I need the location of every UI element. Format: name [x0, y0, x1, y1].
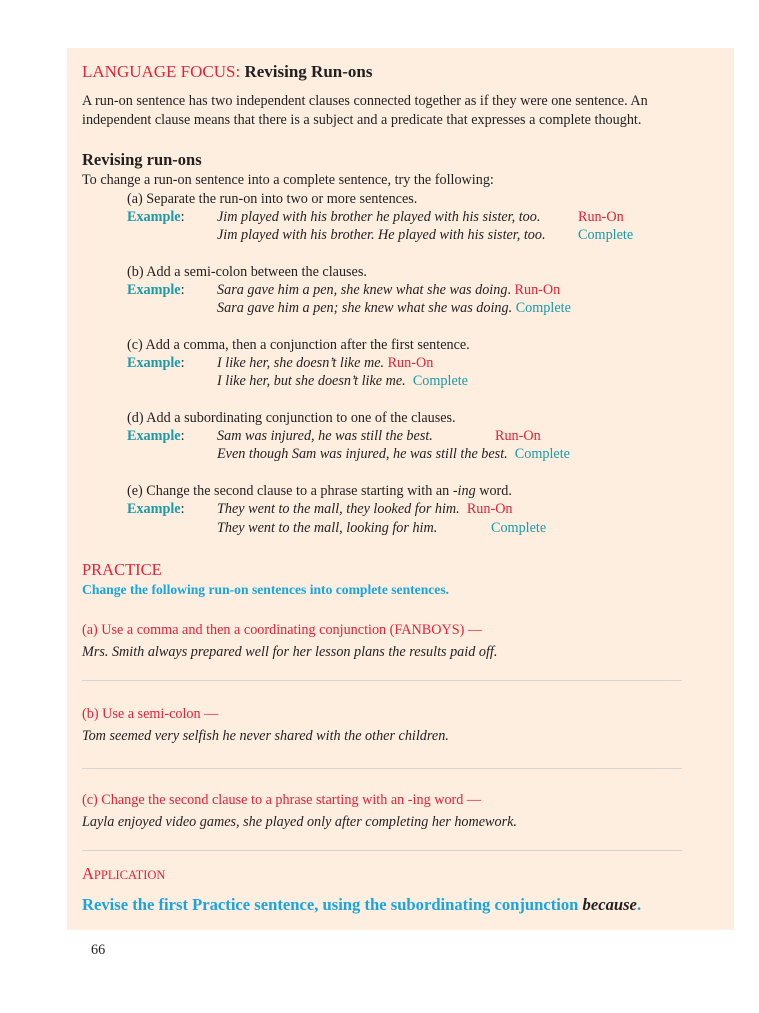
revising-heading: Revising run-ons: [82, 150, 202, 169]
example-label: Example:: [127, 355, 185, 371]
complete-tag: Complete: [514, 446, 570, 462]
runon-sentence: They went to the mall, they looked for him.: [217, 501, 460, 517]
complete-sentence: Sara gave him a pen; she knew what she was doing.: [217, 300, 513, 316]
strategy-b-label: (b) Add a semi-colon between the clauses.: [127, 264, 367, 280]
complete-sentence: I like her, but she doesn’t like me.: [217, 373, 406, 389]
application-text: Revise the first Practice sentence, using the subordinating conjunction because.: [82, 895, 642, 914]
complete-tag: Complete: [515, 300, 571, 316]
complete-line: [217, 300, 571, 317]
practice-sentence-c: Layla enjoyed video games, she played only after completing her homework.: [82, 814, 517, 830]
example-label: Example:: [127, 428, 185, 444]
practice-heading: PRACTICE: [82, 560, 162, 579]
runon-line: [217, 501, 513, 518]
runon-tag: Run-On: [466, 501, 513, 517]
practice-prompt-a: (a) Use a comma and then a coordinating conjunction (FANBOYS) —: [82, 622, 483, 638]
focus-title: Revising Run-ons: [244, 62, 373, 81]
practice-prompt-c: (c) Change the second clause to a phrase starting with an -ing word —: [82, 792, 482, 808]
page-number: 66: [91, 942, 106, 958]
answer-line[interactable]: [82, 768, 682, 769]
complete-sentence: They went to the mall, looking for him.: [217, 520, 438, 536]
runon-sentence: Sam was injured, he was still the best.: [217, 428, 433, 444]
practice-sentence-a: Mrs. Smith always prepared well for her lesson plans the results paid off.: [82, 644, 498, 660]
complete-line: [217, 446, 570, 463]
runon-tag: Run-On: [387, 355, 434, 371]
example-label: Example:: [127, 282, 185, 298]
intro-line-1: A run-on sentence has two independent clauses connected together as if they were one sentence. An: [82, 93, 648, 109]
runon-sentence: I like her, she doesn’t like me.: [217, 355, 385, 371]
example-label: Example:: [127, 209, 185, 225]
example-label: Example:: [127, 501, 185, 517]
runon-sentence: Sara gave him a pen, she knew what she was doing: [217, 282, 508, 298]
complete-line: [217, 373, 468, 390]
complete-sentence: Jim played with his brother. He played with his sister, too.: [217, 227, 546, 243]
complete-tag: Complete: [578, 227, 634, 243]
revising-lead: To change a run-on sentence into a complete sentence, try the following:: [82, 172, 494, 188]
focus-label: LANGUAGE FOCUS:: [82, 62, 241, 81]
strategy-d-label: (d) Add a subordinating conjunction to one of the clauses.: [127, 410, 456, 426]
strategy-e-label: (e) Change the second clause to a phrase starting with an -ing word.: [127, 483, 512, 499]
intro-line-2: independent clause means that there is a subject and a predicate that expresses a complete thought.: [82, 112, 642, 128]
runon-tag: Run-On: [495, 428, 541, 444]
runon-line: Sara gave him a pen, she knew what she was doing. Run-On: [217, 282, 561, 298]
complete-tag: Complete: [491, 520, 547, 536]
strategy-c-label: (c) Add a comma, then a conjunction after the first sentence.: [127, 337, 470, 353]
practice-prompt-b: (b) Use a semi-colon —: [82, 706, 219, 722]
strategy-a-label: (a) Separate the run-on into two or more sentences.: [127, 191, 418, 207]
practice-sentence-b: Tom seemed very selfish he never shared with the other children.: [82, 728, 449, 744]
answer-line[interactable]: [82, 680, 682, 681]
complete-sentence: Even though Sam was injured, he was still the best.: [217, 446, 508, 462]
answer-line[interactable]: [82, 850, 682, 851]
runon-sentence: Jim played with his brother he played with his sister, too.: [217, 209, 541, 225]
runon-line: [217, 355, 433, 372]
page-title: [82, 62, 372, 82]
complete-tag: Complete: [412, 373, 468, 389]
runon-tag: Run-On: [514, 282, 561, 298]
runon-tag: Run-On: [578, 209, 624, 225]
practice-instruction: Change the following run-on sentences into complete sentences.: [82, 582, 450, 597]
application-heading: APPLICATION: [82, 864, 166, 883]
